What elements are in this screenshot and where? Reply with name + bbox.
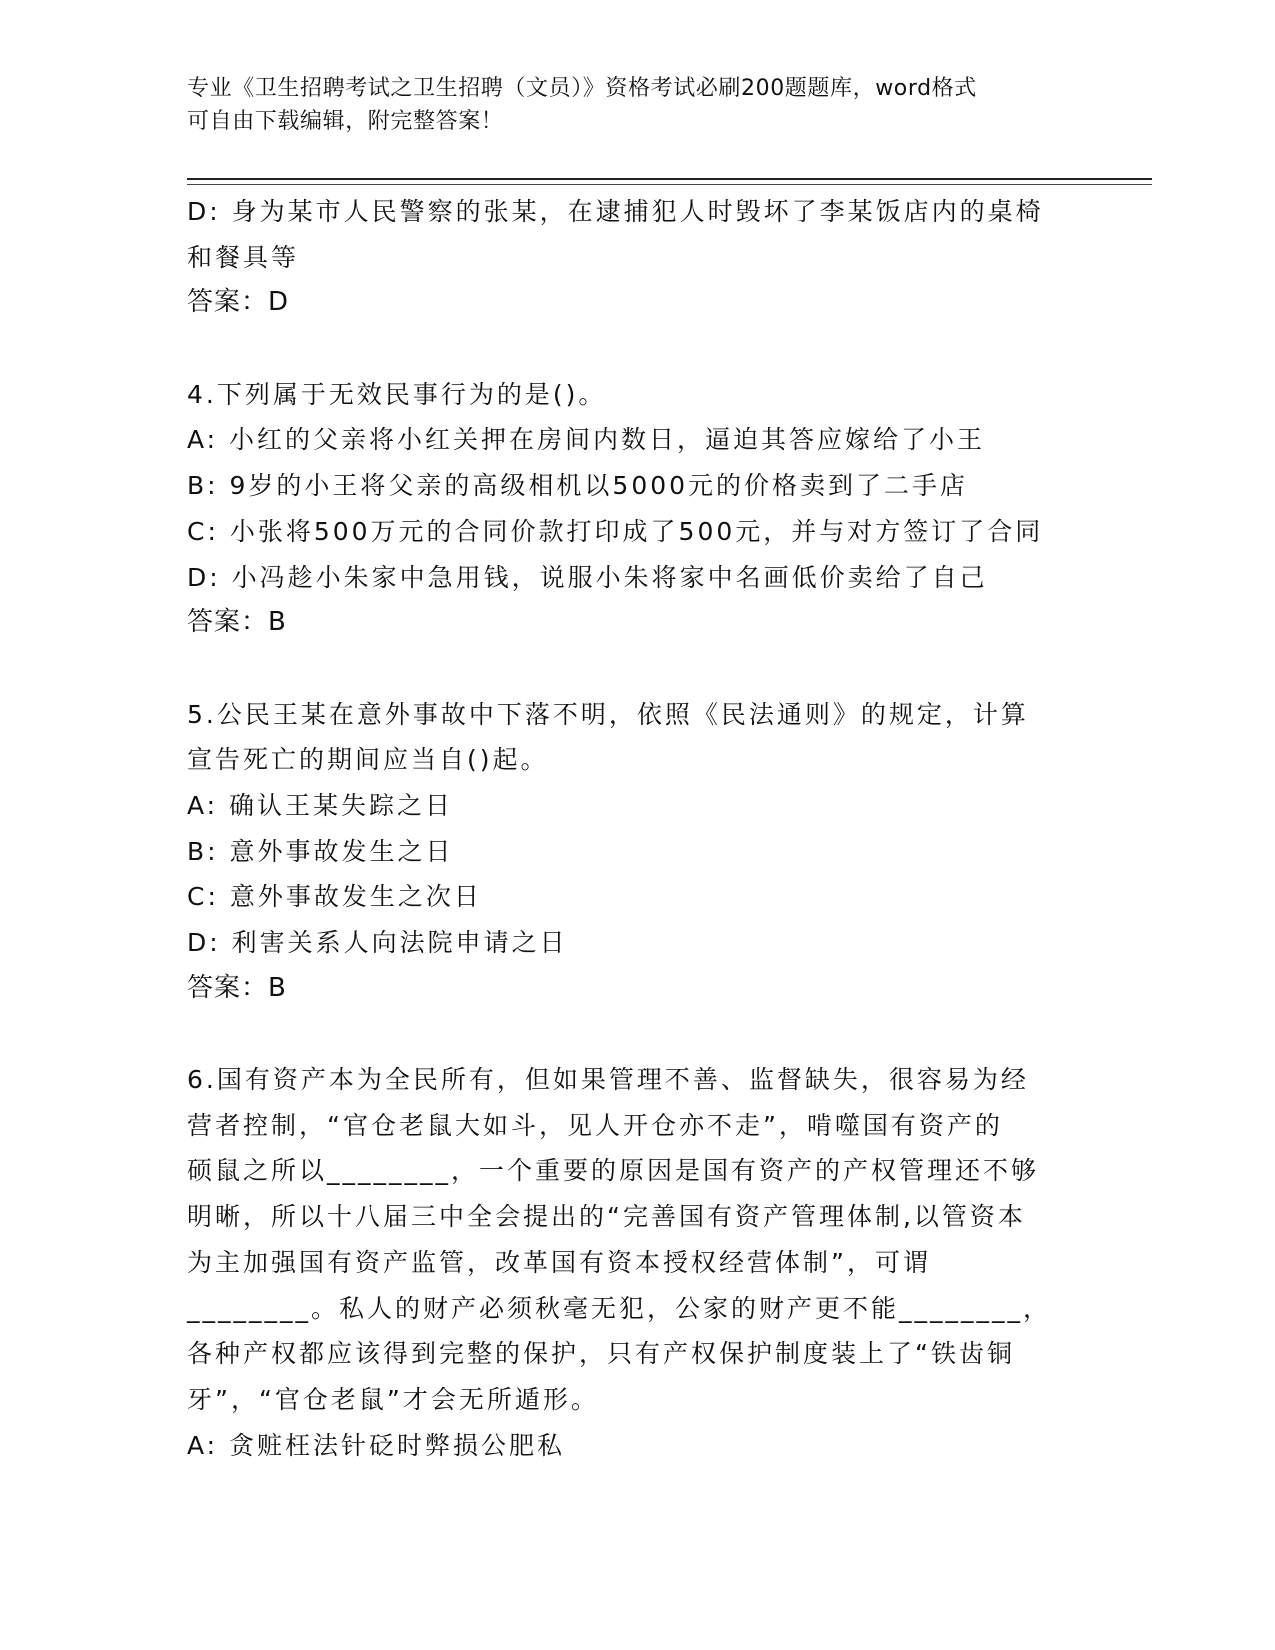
question-4 (187, 372, 1077, 646)
document-header (187, 72, 1087, 138)
option-d-continued: 和餐具等 (187, 242, 300, 272)
header-divider-thin (187, 184, 1152, 185)
question-stem: 4.下列属于无效民事行为的是()。 (187, 379, 607, 409)
answer-line: 答案：B (187, 972, 287, 1003)
header-title-line-1: 专业《卫生招聘考试之卫生招聘（文员）》资格考试必刷200题题库，word格式 (187, 76, 977, 101)
question-3-tail (187, 189, 1077, 326)
question-stem-continued: 明晰，所以十八届三中全会提出的“完善国有资产管理体制,以管资本 (187, 1202, 1026, 1232)
option-b: B: 意外事故发生之日 (187, 836, 454, 866)
question-stem-continued: 营者控制，“官仓老鼠大如斗，见人开仓亦不走”，啃噬国有资产的 (187, 1110, 1003, 1140)
answer-line: 答案：D (187, 287, 290, 318)
question-stem-continued: ________。私人的财产必须秋毫无犯，公家的财产更不能________， (187, 1293, 1052, 1323)
question-list (187, 189, 1077, 1468)
header-divider-thick (187, 178, 1152, 180)
question-stem-continued: 宣告死亡的期间应当自()起。 (187, 745, 549, 775)
spacer (187, 326, 1077, 372)
option-a: A: 确认王某失踪之日 (187, 790, 454, 820)
spacer (187, 646, 1077, 692)
option-a: A: 贪赃枉法针砭时弊损公肥私 (187, 1430, 566, 1460)
question-stem: 5.公民王某在意外事故中下落不明，依照《民法通则》的规定，计算 (187, 699, 1029, 729)
option-c: C: 小张将500万元的合同价款打印成了500元，并与对方签订了合同 (187, 516, 1044, 546)
question-stem-continued: 硕鼠之所以________，一个重要的原因是国有资产的产权管理还不够 (187, 1156, 1040, 1186)
question-stem-continued: 牙”，“官仓老鼠”才会无所遁形。 (187, 1384, 599, 1414)
option-d: D: 身为某市人民警察的张某，在逮捕犯人时毁坏了李某饭店内的桌椅 (187, 197, 1044, 226)
question-stem: 6.国有资产本为全民所有，但如果管理不善、监督缺失，很容易为经 (187, 1065, 1029, 1095)
question-stem-continued: 各种产权都应该得到完整的保护，只有产权保护制度装上了“铁齿铜 (187, 1339, 1015, 1369)
option-a: A: 小红的父亲将小红关押在房间内数日，逼迫其答应嫁给了小王 (187, 425, 986, 455)
header-title-line-2: 可自由下载编辑，附完整答案！ (187, 109, 504, 134)
question-5 (187, 692, 1077, 1012)
option-b: B: 9岁的小王将父亲的高级相机以5000元的价格卖到了二手店 (187, 471, 969, 501)
option-d: D: 小冯趁小朱家中急用钱，说服小朱将家中名画低价卖给了自己 (187, 562, 988, 592)
question-stem-continued: 为主加强国有资产监管，改革国有资本授权经营体制”，可谓 (187, 1247, 931, 1277)
option-c: C: 意外事故发生之次日 (187, 882, 482, 912)
question-6 (187, 1057, 1077, 1468)
spacer (187, 1011, 1077, 1057)
option-d: D: 利害关系人向法院申请之日 (187, 928, 568, 957)
answer-line: 答案：B (187, 607, 287, 638)
